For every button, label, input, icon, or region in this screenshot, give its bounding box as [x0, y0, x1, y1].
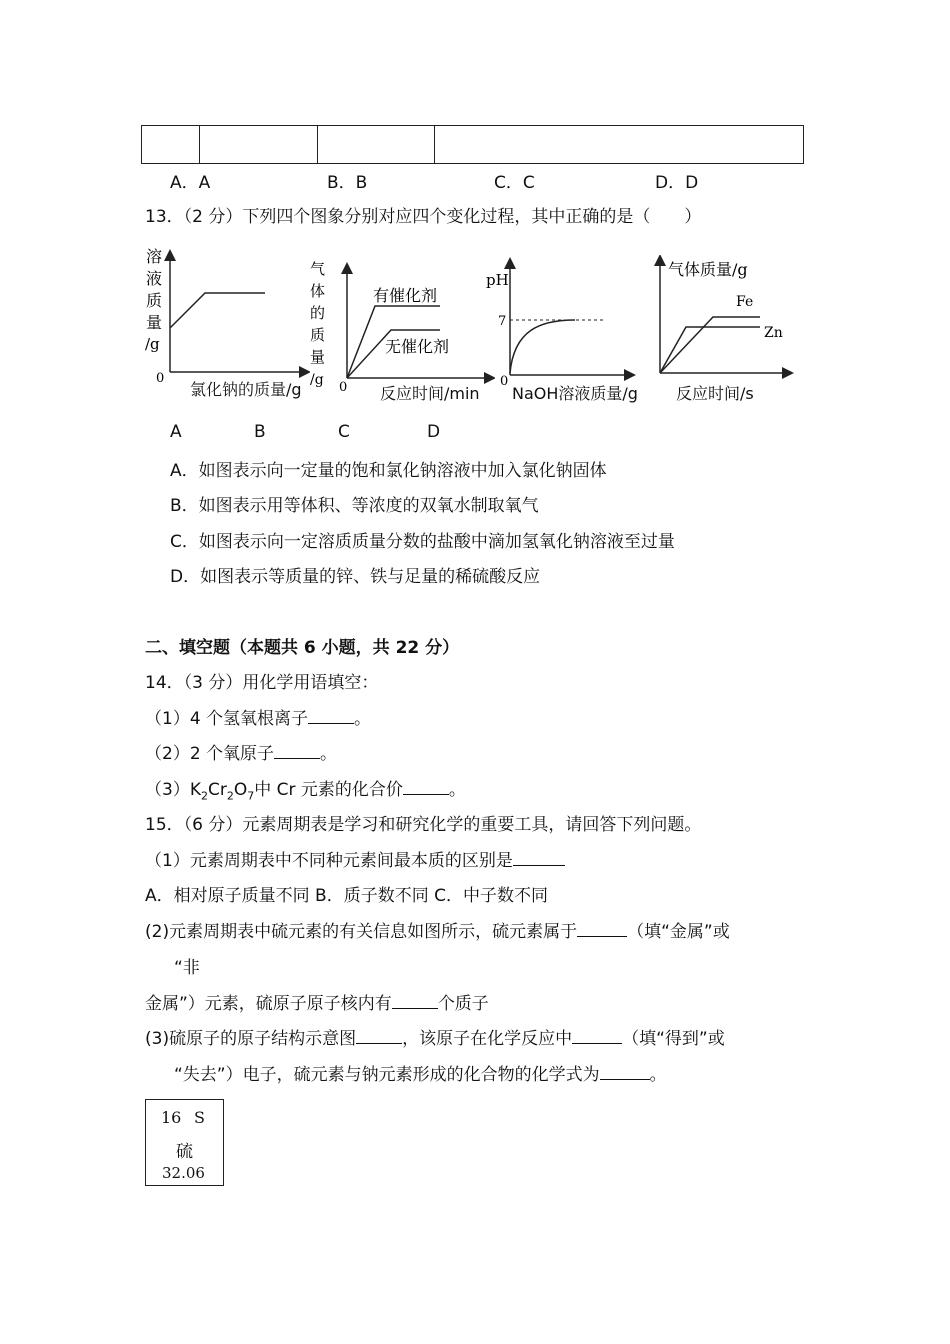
graph-b-ylabel-3: 质	[310, 326, 326, 344]
graph-b-ylabel-0: 气	[310, 260, 326, 278]
q13-option-b[interactable]: B．如图表示用等体积、等浓度的双氧水制取氧气	[170, 496, 539, 516]
graph-b-line1-label: 有催化剂	[373, 286, 438, 305]
q14-stem: 14．（3 分）用化学用语填空：	[145, 673, 379, 693]
q14-part1	[145, 704, 371, 729]
answer-blank[interactable]	[274, 757, 320, 759]
graph-b-origin: 0	[339, 380, 348, 395]
answer-blank[interactable]	[308, 722, 354, 724]
graph-a-ylabel-4: /g	[145, 335, 160, 353]
answer-blank[interactable]	[600, 1078, 650, 1080]
graph-c-ylabel: pH	[486, 271, 509, 289]
section-title: 二、填空题（本题共 6 小题，共 22 分）	[145, 638, 460, 658]
table-divider	[434, 126, 435, 163]
graph-d-ylabel: 气体质量/g	[668, 260, 748, 279]
graph-b-ylabel-5: /g	[310, 372, 324, 388]
q14-part3-prefix: （3）	[145, 780, 190, 800]
answer-blank[interactable]	[513, 864, 565, 866]
q15-part3-line2	[174, 1060, 667, 1085]
table-divider	[317, 126, 318, 163]
graph-c	[480, 255, 640, 385]
q15-stem: 15．（6 分）元素周期表是学习和研究化学的重要工具，请回答下列问题。	[145, 815, 702, 835]
q15-part3-line1	[145, 1024, 725, 1049]
q15-part2-tail: （填“金属”或	[627, 922, 730, 942]
q15-part2-line3	[145, 989, 489, 1014]
graph-label-a: A	[170, 422, 182, 442]
graph-a-curve	[170, 293, 265, 328]
q15-part2-text2: 金属”）元素，硫原子原子核内有	[145, 994, 392, 1014]
graph-d	[648, 255, 798, 385]
q15-part3-tail: （填“得到”或	[622, 1029, 725, 1049]
q15-part1	[145, 846, 565, 871]
q15-part2-tail2: 个质子	[437, 994, 489, 1014]
answer-table	[141, 125, 804, 164]
q14-part2-text: （2）2 个氧原子	[145, 744, 275, 764]
graph-a-ylabel-2: 质	[146, 291, 163, 310]
formula-k-sub: 2	[200, 789, 208, 803]
q15-part3-text2: “失去”）电子，硫元素与钠元素形成的化合物的化学式为	[174, 1065, 600, 1085]
formula-k: K	[189, 780, 201, 800]
q14-part1-end: 。	[354, 709, 372, 729]
q15-part3-mid: ，该原子在化学反应中	[402, 1029, 573, 1049]
graph-label-c: C	[338, 422, 350, 442]
answer-blank[interactable]	[577, 935, 627, 937]
formula-o-sub: 7	[247, 789, 255, 803]
q15-part1-text: （1）元素周期表中不同种元素间最本质的区别是	[145, 851, 513, 871]
element-mass: 32.06	[162, 1164, 205, 1182]
graph-d-zn-line	[660, 327, 760, 373]
q12-option-c[interactable]: C．C	[494, 173, 535, 193]
q13-stem: 13．（2 分）下列四个图象分别对应四个变化过程，其中正确的是（ ）	[145, 207, 702, 227]
answer-blank[interactable]	[392, 1007, 438, 1009]
graph-d-fe-label: Fe	[736, 294, 754, 310]
graph-a-origin: 0	[156, 371, 165, 386]
graph-b-ylabel-2: 的	[310, 304, 326, 322]
graph-a-ylabel-3: 量	[146, 313, 163, 332]
q14-part1-text: （1）4 个氢氧根离子	[145, 709, 309, 729]
q14-part2-end: 。	[320, 744, 338, 764]
q15-part3-end: 。	[649, 1065, 667, 1085]
graph-label-b: B	[254, 422, 266, 442]
graph-label-d: D	[427, 422, 441, 442]
answer-blank[interactable]	[403, 793, 449, 795]
graph-d-zn-label: Zn	[764, 325, 783, 341]
q13-option-c[interactable]: C．如图表示向一定溶质质量分数的盐酸中滴加氢氧化钠溶液至过量	[170, 532, 675, 552]
formula-cr-sub: 2	[226, 789, 234, 803]
graph-c-mark: 7	[498, 314, 507, 329]
q13-option-a[interactable]: A．如图表示向一定量的饱和氯化钠溶液中加入氯化钠固体	[170, 461, 607, 481]
element-symbol: S	[194, 1108, 205, 1127]
graph-a-ylabel-1: 液	[146, 269, 163, 288]
formula-o: O	[233, 780, 248, 800]
answer-blank[interactable]	[572, 1042, 622, 1044]
q15-part3-text: (3)硫原子的原子结构示意图	[145, 1029, 357, 1049]
graph-c-curve	[510, 320, 575, 373]
graph-b-ylabel-1: 体	[310, 282, 326, 300]
element-number: 16	[161, 1108, 182, 1127]
graph-c-origin: 0	[500, 374, 509, 385]
q14-part3	[145, 775, 466, 802]
q14-part3-end: 。	[448, 780, 466, 800]
element-card-sulfur	[145, 1099, 224, 1186]
formula-cr: Cr	[207, 780, 227, 800]
q14-part3-text: 中 Cr 元素的化合价	[254, 780, 403, 800]
q15-part1-options: A．相对原子质量不同 B．质子数不同 C．中子数不同	[145, 886, 548, 906]
graph-b-line2-label: 无催化剂	[385, 337, 450, 356]
q12-option-d[interactable]: D．D	[655, 173, 699, 193]
graph-a-ylabel-0: 溶	[146, 247, 163, 266]
q12-option-a[interactable]: A．A	[170, 173, 211, 193]
q15-part2-line1	[145, 917, 730, 942]
graph-a-xlabel: 氯化钠的质量/g	[190, 380, 302, 399]
element-name: 硫	[176, 1142, 193, 1162]
q12-option-b[interactable]: B．B	[327, 173, 368, 193]
graph-c-xlabel: NaOH溶液质量/g	[512, 384, 638, 403]
q15-part2-text: (2)元素周期表中硫元素的有关信息如图所示，硫元素属于	[145, 922, 578, 942]
q13-option-d[interactable]: D．如图表示等质量的锌、铁与足量的稀硫酸反应	[170, 567, 541, 587]
answer-blank[interactable]	[356, 1042, 402, 1044]
graph-b-xlabel: 反应时间/min	[380, 384, 480, 403]
graph-b-ylabel-4: 量	[310, 348, 326, 366]
q14-part2	[145, 739, 337, 764]
q15-part2-line2: “非	[174, 958, 200, 978]
table-divider	[199, 126, 200, 163]
graph-d-xlabel: 反应时间/s	[676, 384, 754, 403]
